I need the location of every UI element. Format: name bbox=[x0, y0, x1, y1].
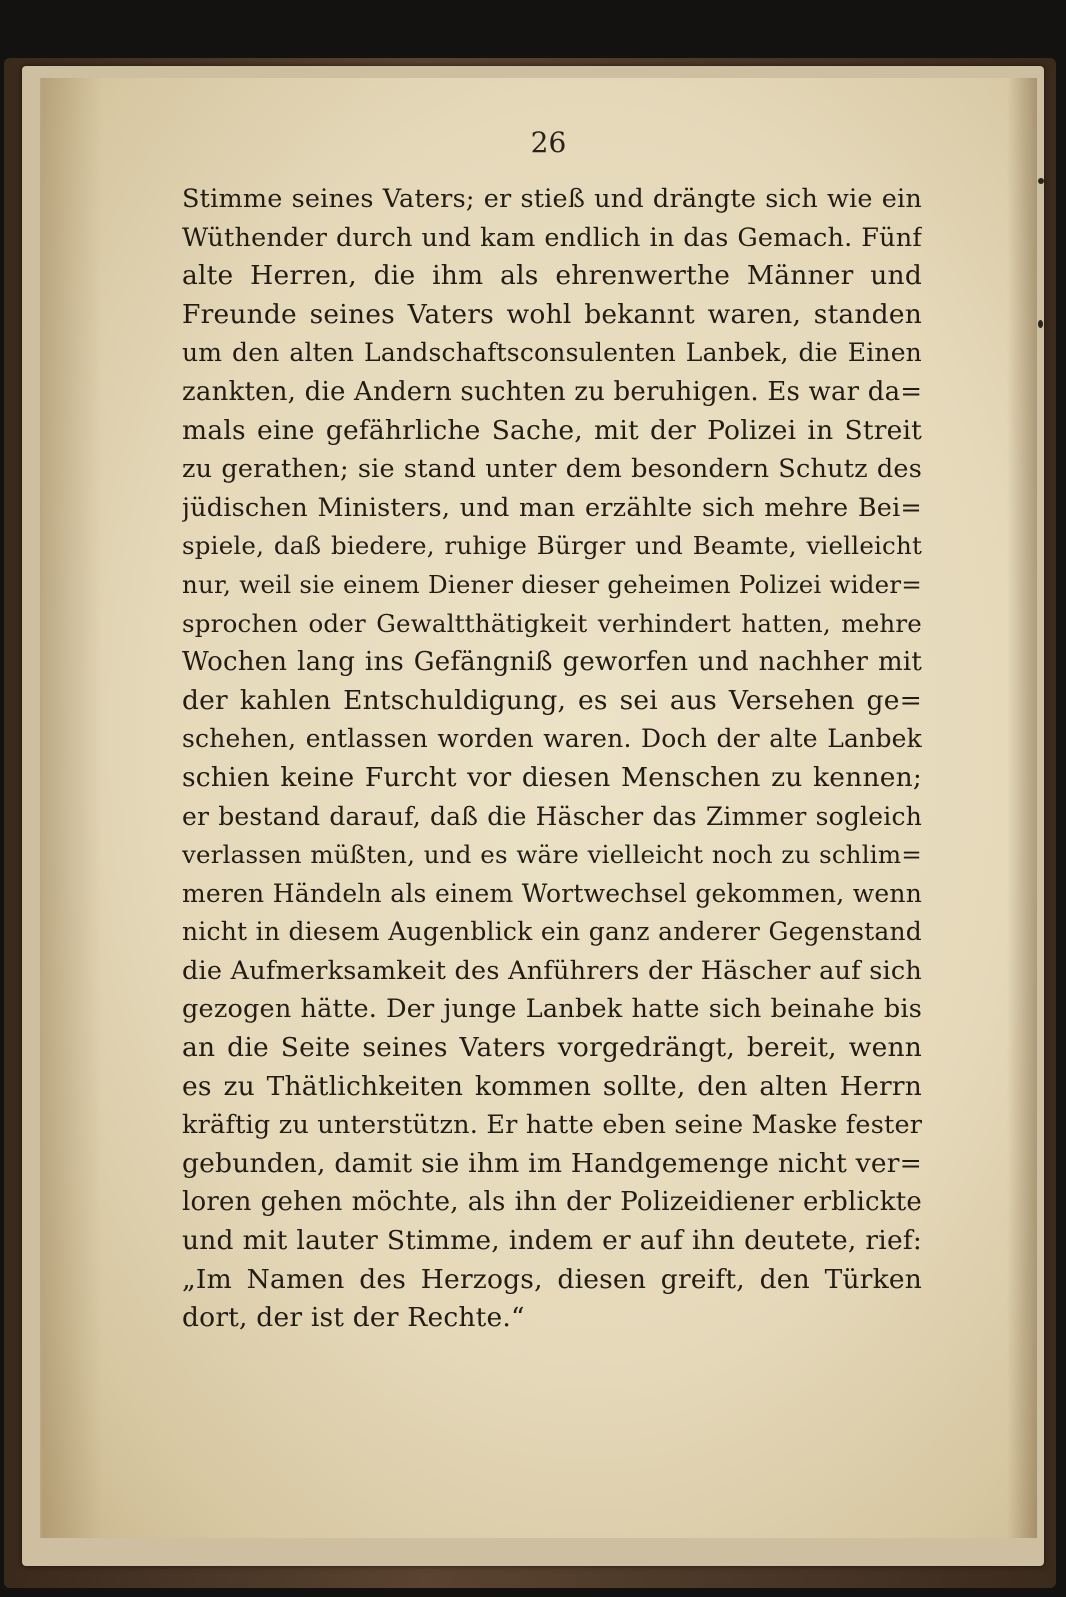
body-text bbox=[182, 180, 922, 1338]
text-line: gebunden, damit sie ihm im Handgemenge nicht ver= bbox=[182, 1147, 922, 1179]
paper-speck bbox=[1038, 178, 1044, 184]
page-number: 26 bbox=[530, 126, 567, 159]
text-line: verlassen müßten, und es wäre vielleicht noch zu schlim= bbox=[182, 840, 922, 870]
text-line: dort, der ist der Rechte.“ bbox=[182, 1302, 525, 1334]
text-line: nicht in diesem Augenblick ein ganz anderer Gegenstand bbox=[182, 917, 922, 947]
text-line: um den alten Landschaftsconsulenten Lanbek, die Einen bbox=[182, 338, 922, 368]
text-line: der kahlen Entschuldigung, es sei aus Versehen ge= bbox=[182, 684, 922, 716]
text-line: er bestand darauf, daß die Häscher das Zimmer sogleich bbox=[182, 801, 922, 831]
text-line: es zu Thätlichkeiten kommen sollte, den alten Herrn bbox=[182, 1070, 922, 1102]
text-line: meren Händeln als einem Wortwechsel gekommen, wenn bbox=[182, 878, 922, 908]
text-line: nur, weil sie einem Diener dieser geheimen Polizei wider= bbox=[182, 569, 922, 599]
text-line: alte Herren, die ihm als ehrenwerthe Männer und bbox=[182, 260, 922, 292]
text-line: an die Seite seines Vaters vorgedrängt, bereit, wenn bbox=[182, 1032, 922, 1064]
text-line: spiele, daß biedere, ruhige Bürger und Beamte, vielleicht bbox=[182, 531, 922, 561]
text-line: zu gerathen; sie stand unter dem besondern Schutz des bbox=[182, 454, 922, 485]
text-line: und mit lauter Stimme, indem er auf ihn deutete, rief: bbox=[182, 1225, 922, 1257]
text-line: zankten, die Andern suchten zu beruhigen. Es war da= bbox=[182, 376, 922, 407]
text-line: Stimme seines Vaters; er stieß und drängte sich wie ein bbox=[182, 184, 922, 214]
text-line: „Im Namen des Herzogs, diesen greift, den Türken bbox=[182, 1263, 922, 1295]
text-line: Wüthender durch und kam endlich in das Gemach. Fünf bbox=[182, 222, 922, 253]
text-line: gezogen hätte. Der junge Lanbek hatte sich beinahe bis bbox=[182, 994, 922, 1025]
text-line: Freunde seines Vaters wohl bekannt waren, standen bbox=[182, 298, 922, 330]
text-line: die Aufmerksamkeit des Anführers der Häscher auf sich bbox=[182, 955, 922, 986]
text-line: Wochen lang ins Gefängniß geworfen und nachher mit bbox=[182, 647, 922, 678]
paper-speck bbox=[1038, 320, 1043, 328]
text-line: schehen, entlassen worden waren. Doch der alte Lanbek bbox=[182, 724, 922, 754]
text-line: jüdischen Ministers, und man erzählte sich mehre Bei= bbox=[182, 492, 922, 523]
text-line: loren gehen möchte, als ihn der Polizeidiener erblickte bbox=[182, 1187, 922, 1218]
text-line: kräftig zu unterstützn. Er hatte eben seine Maske fester bbox=[182, 1110, 922, 1141]
text-line: sprochen oder Gewaltthätigkeit verhindert hatten, mehre bbox=[182, 608, 922, 638]
text-line: mals eine gefährliche Sache, mit der Polizei in Streit bbox=[182, 414, 922, 446]
text-line: schien keine Furcht vor diesen Menschen zu kennen; bbox=[182, 761, 922, 793]
